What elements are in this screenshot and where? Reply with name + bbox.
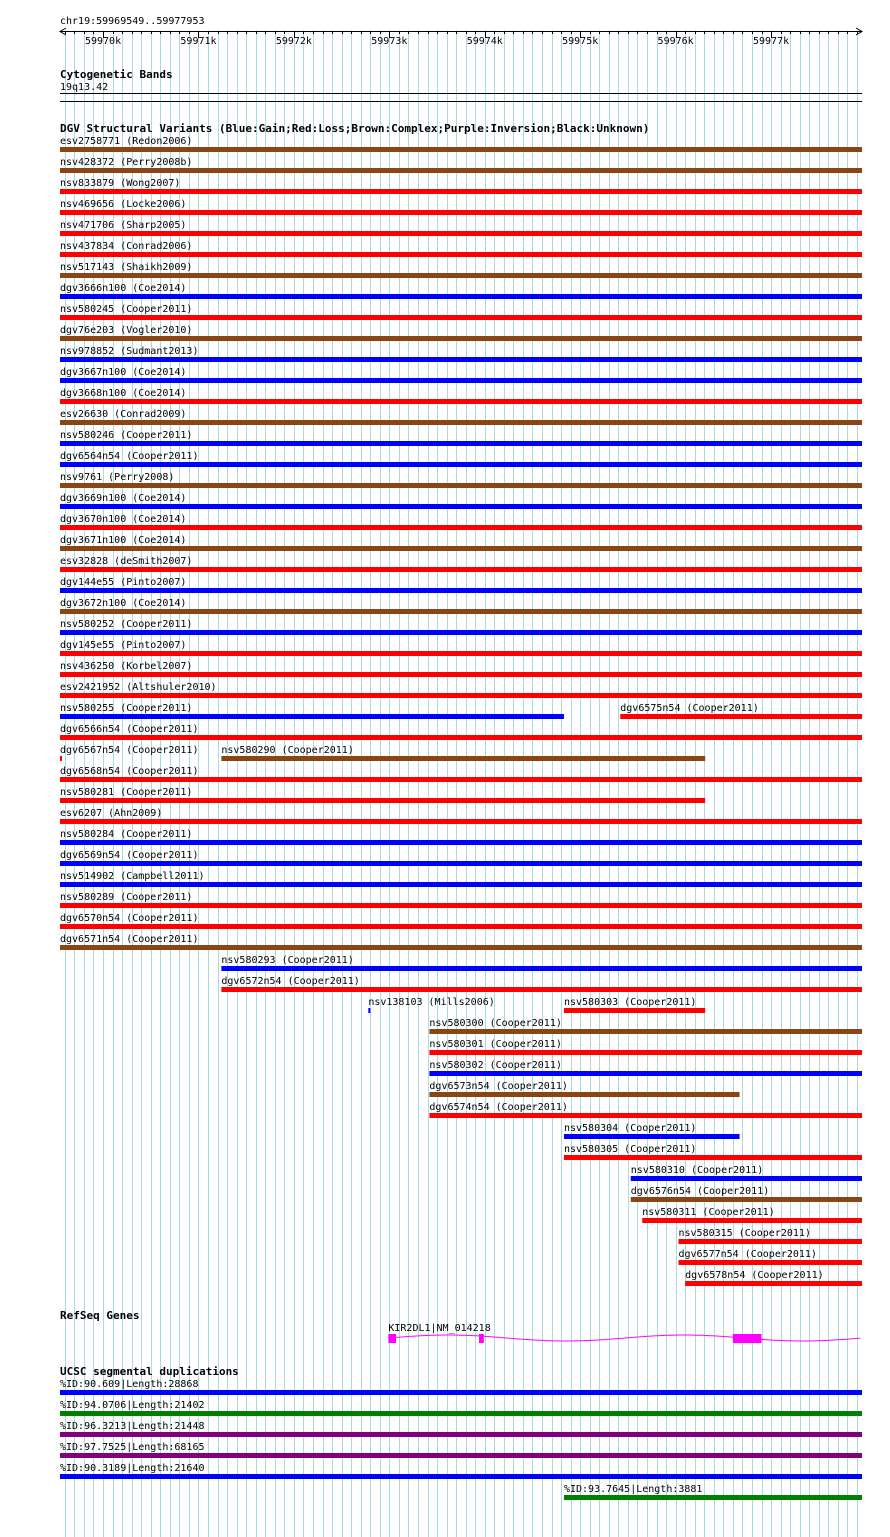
variant-bar[interactable] [60,231,862,236]
variant-bar[interactable] [60,651,862,656]
cytoband-label: 19q13.42 [60,82,109,93]
variant-label[interactable]: dgv6575n54 (Cooper2011) [620,703,759,714]
variant-label[interactable]: dgv76e203 (Vogler2010) [60,325,193,336]
variant-bar[interactable] [60,504,862,509]
ruler-tick-label: 59974k [466,36,503,47]
ruler-tick-label: 59970k [84,36,122,47]
variant-label[interactable]: dgv6578n54 (Cooper2011) [685,1270,824,1281]
variant-label[interactable]: dgv3667n100 (Coe2014) [60,367,187,378]
variant-label[interactable]: nsv580290 (Cooper2011) [221,745,354,756]
variant-bar[interactable] [60,924,862,929]
variant-bar[interactable] [685,1281,862,1286]
gene-exon[interactable] [733,1334,762,1343]
variant-label[interactable]: dgv6574n54 (Cooper2011) [429,1102,568,1113]
ruler [60,28,862,47]
segdup-features [60,1379,862,1500]
variant-label[interactable]: dgv6576n54 (Cooper2011) [630,1186,770,1197]
variant-bar[interactable] [60,462,862,467]
variant-label[interactable]: dgv3668n100 (Coe2014) [60,388,187,399]
variant-bar[interactable] [60,882,862,887]
gene-exon[interactable] [479,1334,484,1343]
variant-label[interactable]: dgv3672n100 (Coe2014) [60,598,187,609]
variant-bar[interactable] [60,945,862,950]
variant-label[interactable]: dgv3671n100 (Coe2014) [60,535,187,546]
gene-exon[interactable] [388,1334,396,1343]
refseq-track [60,1309,860,1343]
variant-label[interactable]: nsv471706 (Sharp2005) [60,220,187,231]
variant-bar[interactable] [631,1197,862,1202]
variant-bar[interactable] [564,1155,862,1160]
variant-bar[interactable] [60,525,862,530]
ruler-tick-label: 59972k [275,36,312,47]
variant-bar[interactable] [60,756,62,761]
segdup-bar[interactable] [60,1453,862,1458]
ruler-tick-label: 59971k [180,36,217,47]
segdup-label[interactable]: %ID:94.0706|Length:21402 [60,1400,205,1411]
variant-bar[interactable] [642,1218,862,1223]
dgv-features [60,136,862,1286]
variant-label[interactable]: nsv580310 (Cooper2011) [630,1165,764,1176]
variant-bar[interactable] [564,1008,705,1013]
variant-label[interactable]: nsv580301 (Cooper2011) [429,1039,562,1050]
variant-label[interactable]: nsv580252 (Cooper2011) [60,619,193,630]
variant-bar[interactable] [60,693,862,698]
variant-label[interactable]: nsv580289 (Cooper2011) [60,892,193,903]
dgv-track [60,122,862,1286]
variant-label[interactable]: nsv517143 (Shaikh2009) [60,262,193,273]
variant-bar[interactable] [678,1239,862,1244]
variant-bar[interactable] [60,273,862,278]
variant-bar[interactable] [60,903,862,908]
cytoband-bar-lower [60,101,862,102]
ruler-tick-label: 59977k [752,36,790,47]
variant-bar[interactable] [221,756,705,761]
segdup-bar[interactable] [60,1474,862,1479]
variant-label[interactable]: nsv580302 (Cooper2011) [429,1060,562,1071]
segdup-label[interactable]: %ID:97.7525|Length:68165 [60,1442,205,1453]
variant-bar[interactable] [60,714,564,719]
variant-bar[interactable] [60,840,862,845]
variant-label[interactable]: nsv580304 (Cooper2011) [563,1123,697,1134]
variant-label[interactable]: nsv9761 (Perry2008) [60,472,175,483]
ruler-tick-label: 59976k [657,36,694,47]
cytoband-track-title: Cytogenetic Bands [60,68,173,81]
dgv-track-title: DGV Structural Variants (Blue:Gain;Red:Loss;Brown:Complex;Purple:Inversion;Black:Unknown) [60,122,650,135]
variant-label[interactable]: dgv6573n54 (Cooper2011) [429,1081,568,1092]
variant-bar[interactable] [60,294,862,299]
variant-bar[interactable] [368,1008,370,1013]
variant-label[interactable]: esv2758771 (Redon2006) [60,136,193,147]
variant-label[interactable]: nsv469656 (Locke2006) [60,199,187,210]
ruler-tick-label: 59973k [371,36,408,47]
variant-bar[interactable] [60,588,862,593]
variant-label[interactable]: esv6207 (Ahn2009) [60,808,163,819]
gene-label[interactable]: KIR2DL1|NM_014218 [388,1323,491,1334]
ruler-tick-label: 59975k [562,36,599,47]
variant-bar[interactable] [60,630,862,635]
variant-bar[interactable] [60,336,862,341]
variant-bar[interactable] [60,735,862,740]
variant-label[interactable]: dgv144e55 (Pinto2007) [60,577,187,588]
gene-intron-line[interactable] [388,1335,860,1341]
variant-label[interactable]: nsv580246 (Cooper2011) [60,430,193,441]
variant-label[interactable]: nsv580255 (Cooper2011) [60,703,193,714]
variant-label[interactable]: nsv580284 (Cooper2011) [60,829,193,840]
variant-label[interactable]: nsv138103 (Mills2006) [368,997,495,1008]
segdup-bar[interactable] [60,1411,862,1416]
variant-bar[interactable] [678,1260,862,1265]
variant-label[interactable]: nsv436250 (Korbel2007) [60,661,193,672]
variant-bar[interactable] [60,819,862,824]
variant-label[interactable]: nsv580305 (Cooper2011) [563,1144,697,1155]
ruler-track [60,16,862,47]
cytoband-track [60,68,862,102]
segdup-bar[interactable] [564,1495,862,1500]
variant-label[interactable]: nsv833879 (Wong2007) [60,178,181,189]
variant-label[interactable]: dgv6569n54 (Cooper2011) [60,850,199,861]
variant-label[interactable]: nsv428372 (Perry2008b) [60,157,193,168]
variant-label[interactable]: nsv580245 (Cooper2011) [60,304,193,315]
variant-bar[interactable] [429,1029,862,1034]
variant-bar[interactable] [60,252,862,257]
variant-bar[interactable] [60,189,862,194]
variant-bar[interactable] [620,714,862,719]
variant-label[interactable]: nsv580300 (Cooper2011) [429,1018,562,1029]
variant-label[interactable]: nsv580293 (Cooper2011) [221,955,354,966]
variant-label[interactable]: nsv580303 (Cooper2011) [563,997,697,1008]
variant-bar[interactable] [429,1050,862,1055]
variant-bar[interactable] [60,861,862,866]
variant-label[interactable]: esv26630 (Conrad2009) [60,409,187,420]
variant-bar[interactable] [221,966,862,971]
cytoband-bar [60,93,862,94]
variant-bar[interactable] [60,420,862,425]
variant-label[interactable]: nsv580315 (Cooper2011) [678,1228,811,1239]
region-label: chr19:59969549..59977953 [60,16,205,27]
segdup-label[interactable]: %ID:96.3213|Length:21448 [60,1421,205,1432]
variant-label[interactable]: dgv6567n54 (Cooper2011) [60,745,199,756]
variant-label[interactable]: dgv6568n54 (Cooper2011) [60,766,199,777]
segdup-bar[interactable] [60,1390,862,1395]
segdup-label[interactable]: %ID:93.7645|Length:3881 [563,1484,703,1495]
variant-bar[interactable] [564,1134,740,1139]
segdup-label[interactable]: %ID:90.3189|Length:21640 [60,1463,205,1474]
variant-label[interactable]: esv2421952 (Altshuler2010) [60,682,217,693]
variant-bar[interactable] [60,777,862,782]
variant-bar[interactable] [60,672,862,677]
variant-label[interactable]: dgv6570n54 (Cooper2011) [60,913,199,924]
variant-bar[interactable] [60,399,862,404]
variant-label[interactable]: dgv6571n54 (Cooper2011) [60,934,199,945]
refseq-track-title: RefSeq Genes [60,1309,140,1322]
variant-bar[interactable] [429,1113,862,1118]
variant-bar[interactable] [429,1092,739,1097]
variant-label[interactable]: dgv6572n54 (Cooper2011) [221,976,360,987]
variant-label[interactable]: dgv3670n100 (Coe2014) [60,514,187,525]
variant-label[interactable]: esv32828 (deSmith2007) [60,556,193,567]
variant-label[interactable]: dgv145e55 (Pinto2007) [60,640,187,651]
variant-bar[interactable] [60,168,862,173]
variant-bar[interactable] [60,357,862,362]
variant-bar[interactable] [60,378,862,383]
variant-label[interactable]: nsv514902 (Campbell2011) [60,871,205,882]
variant-label[interactable]: dgv3669n100 (Coe2014) [60,493,187,504]
variant-bar[interactable] [60,441,862,446]
variant-bar[interactable] [60,147,862,152]
variant-bar[interactable] [60,798,705,803]
variant-label[interactable]: dgv6577n54 (Cooper2011) [678,1249,817,1260]
variant-bar[interactable] [60,483,862,488]
variant-label[interactable]: dgv6566n54 (Cooper2011) [60,724,199,735]
segdup-track-title: UCSC segmental duplications [60,1365,239,1378]
segdup-label[interactable]: %ID:90.609|Length:28868 [60,1379,199,1390]
variant-bar[interactable] [60,210,862,215]
segdup-bar[interactable] [60,1432,862,1437]
variant-label[interactable]: nsv580281 (Cooper2011) [60,787,193,798]
variant-bar[interactable] [60,609,862,614]
variant-label[interactable]: dgv6564n54 (Cooper2011) [60,451,199,462]
variant-label[interactable]: nsv978852 (Sudmant2013) [60,346,199,357]
variant-label[interactable]: dgv3666n100 (Coe2014) [60,283,187,294]
segdup-track [60,1365,862,1500]
variant-bar[interactable] [60,315,862,320]
variant-bar[interactable] [429,1071,862,1076]
variant-bar[interactable] [60,546,862,551]
variant-label[interactable]: nsv580311 (Cooper2011) [642,1207,775,1218]
variant-label[interactable]: nsv437834 (Conrad2006) [60,241,193,252]
variant-bar[interactable] [221,987,862,992]
variant-bar[interactable] [631,1176,862,1181]
refseq-features [388,1323,860,1343]
variant-bar[interactable] [60,567,862,572]
